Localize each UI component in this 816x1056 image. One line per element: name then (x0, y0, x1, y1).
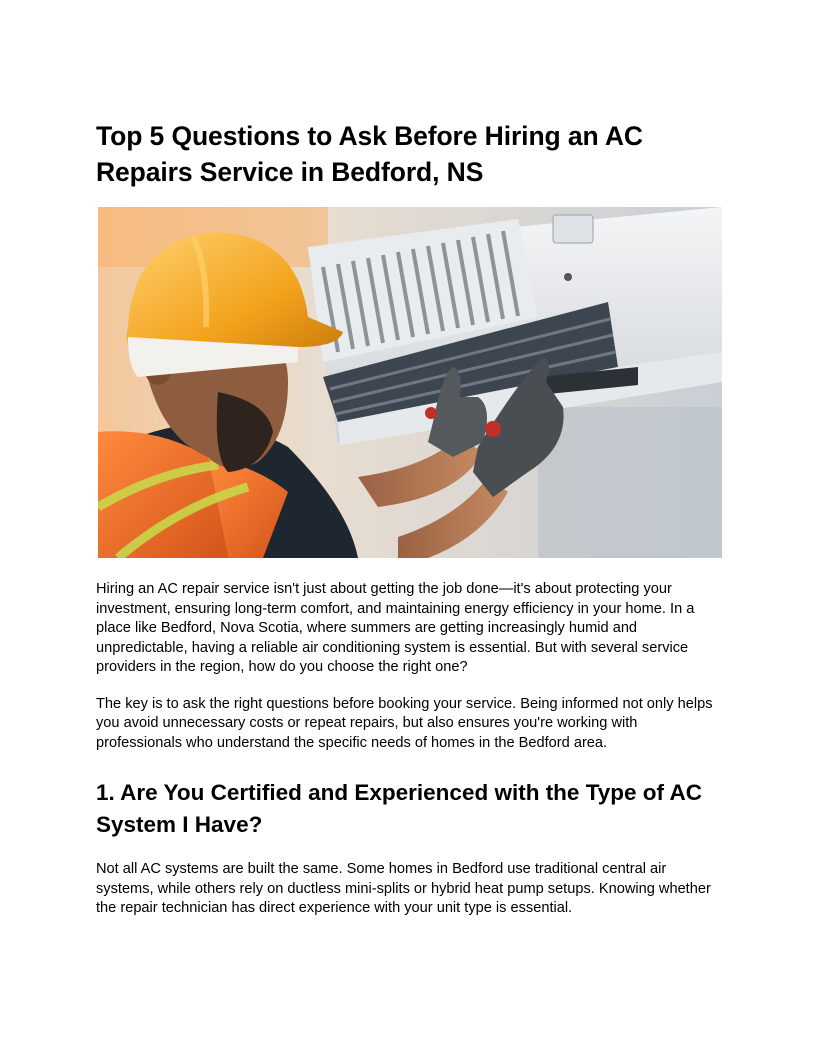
intro-paragraph-2: The key is to ask the right questions before booking your service. Being informed not only helps you avoid unnecessary costs or repeat repairs, but also ensures you're working with professionals who understand the specific needs of homes in the Bedford area. (96, 695, 713, 751)
hero-image (98, 207, 722, 558)
section-1-paragraph: Not all AC systems are built the same. Some homes in Bedford use traditional central air systems, while others rely on ductless mini-splits or hybrid heat pump setups. Knowing whether the repair technician has direct experience with your unit type is essential. (96, 861, 711, 916)
intro-paragraph-1: Hiring an AC repair service isn't just about getting the job done—it's about protecting your investment, ensuring long-term comfort, and maintaining energy efficiency in your home. In a place like Bedford, Nova Scotia, where summers are getting increasingly humid and unpredictable, having a reliable air conditioning system is essential. But with several service providers in the region, how do you choose the right one? (96, 581, 695, 675)
article-title: Top 5 Questions to Ask Before Hiring an AC Repairs Service in Bedford, NS (96, 121, 643, 187)
document-page (96, 118, 722, 919)
section-1-heading: 1. Are You Certified and Experienced with the Type of AC System I Have? (96, 780, 702, 837)
technician-repairing-wall-ac-photo (98, 207, 722, 558)
